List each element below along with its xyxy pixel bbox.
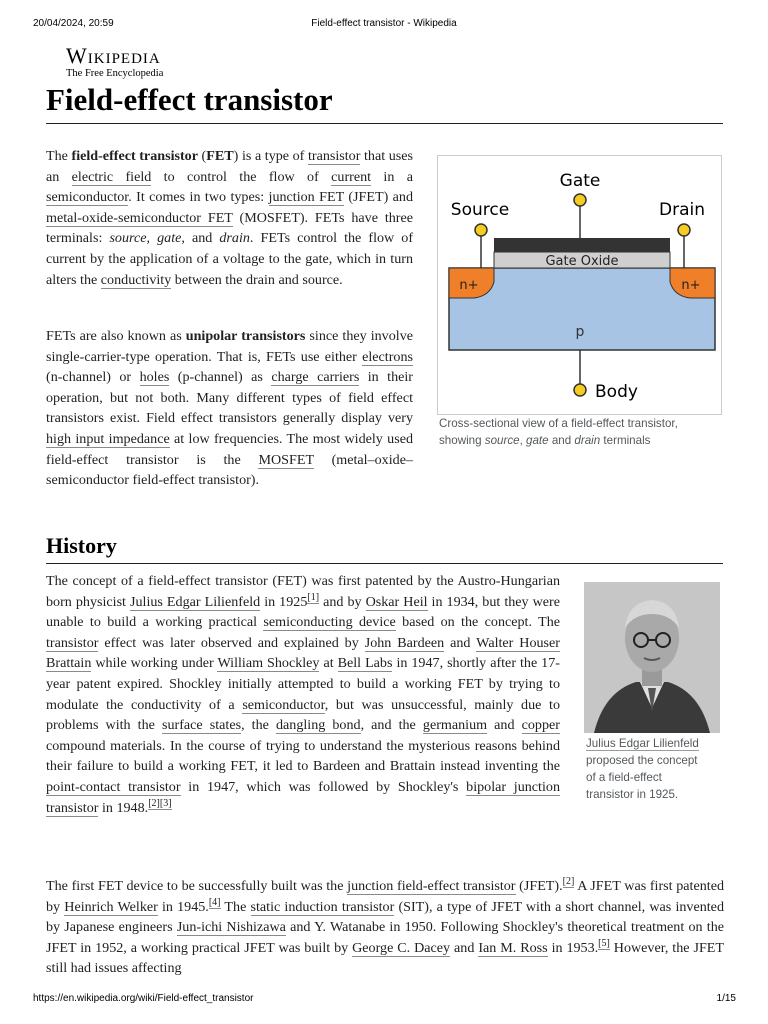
citation-3[interactable]: [3] [159, 797, 172, 809]
link-electrons[interactable]: electrons [362, 348, 413, 365]
link-conductivity[interactable]: conductivity [100, 271, 172, 288]
link-heinrich-welker[interactable]: Heinrich Welker [64, 898, 158, 915]
link-current[interactable]: current [331, 168, 372, 185]
lilienfeld-caption: Julius Edgar Lilienfeld proposed the concept of a field-effect transistor in 1925. [586, 737, 699, 801]
body-label: Body [595, 382, 638, 402]
logo-wordmark: Wikipedia [66, 43, 161, 68]
link-oskar-heil[interactable]: Oskar Heil [365, 593, 428, 610]
intro-paragraph-2: FETs are also known as unipolar transistors since they involve single-carrier-type operation. That is, FETs use either electrons (n-channel) or holes (p-channel) as charge carriers in their operation, but not both. Many different types of field effect transistors exist. Field effect transistors generally display very high input impedance at low frequencies. The most widely used field-effect transistor is the MOSFET (metal–oxide–semiconductor field-effect transistor). [46, 328, 413, 489]
citation-5[interactable]: [5] [598, 938, 610, 950]
source-label: Source [450, 200, 510, 220]
link-bipolar-junction-transistor[interactable]: bipolar junction transistor [46, 778, 560, 816]
link-john-bardeen[interactable]: John Bardeen [364, 634, 445, 651]
link-semiconducting-device[interactable]: semiconducting device [263, 614, 396, 631]
fet-diagram-figure[interactable] [437, 155, 722, 415]
link-jfet[interactable]: junction field-effect transistor [347, 878, 516, 894]
fet-diagram-caption: Cross-sectional view of a field-effect transistor, showing source, gate and drain terminals [439, 417, 678, 447]
body-terminal [574, 384, 586, 396]
portrait-image [584, 582, 720, 733]
link-semiconductor[interactable]: semiconductor [46, 189, 129, 206]
print-title: Field-effect transistor - Wikipedia [311, 18, 457, 29]
gate-label: Gate [559, 171, 601, 191]
citation-1[interactable]: [1] [307, 591, 320, 603]
n-plus-left-label: n+ [459, 278, 479, 293]
link-lilienfeld[interactable]: Julius Edgar Lilienfeld [130, 593, 261, 610]
link-george-dacey[interactable]: George C. Dacey [352, 939, 451, 956]
link-germanium[interactable]: germanium [422, 717, 488, 734]
link-transistor[interactable]: transistor [307, 148, 361, 164]
print-datetime: 20/04/2024, 20:59 [33, 18, 114, 29]
history-divider [46, 563, 723, 564]
bold-term: FET [206, 148, 234, 164]
gate-oxide-label: Gate Oxide [545, 254, 619, 269]
gate-terminal [574, 194, 586, 206]
bold-term: unipolar transistors [185, 328, 306, 344]
drain-terminal [678, 224, 690, 236]
link-nishizawa[interactable]: Jun-ichi Nishizawa [176, 919, 286, 936]
link-transistor-2[interactable]: transistor [46, 634, 99, 651]
link-point-contact-transistor[interactable]: point-contact transistor [46, 778, 181, 795]
history-paragraph-2: The first FET device to be successfully built was the junction field-effect transistor (JFET).[2] A JFET was first patented by Heinrich Welker in 1945.[4] The static induction transistor (SIT), a type of JFET with a short channel, was invented by Japanese engineers Jun-ichi Nishizawa and Y. Watanabe in 1950. Following Shockley's theoretical treatment on the JFET in 1952, a working practical JFET was built by George C. Dacey and Ian M. Ross in 1953.[5] However, the JFET still had issues affecting [46, 876, 724, 977]
link-junction-fet[interactable]: junction FET [268, 189, 344, 206]
gate-metal [494, 238, 670, 252]
link-static-induction-transistor[interactable]: static induction transistor [250, 898, 395, 915]
link-ian-ross[interactable]: Ian M. Ross [478, 939, 548, 956]
page-title: Field-effect transistor [46, 82, 333, 117]
link-dangling-bond[interactable]: dangling bond [275, 717, 361, 734]
link-electric-field[interactable]: electric field [71, 168, 152, 185]
link-shockley[interactable]: William Shockley [217, 655, 320, 672]
citation-2[interactable]: [2] [148, 797, 160, 809]
print-page-number: 1/15 [716, 993, 736, 1004]
drain-label: Drain [659, 200, 705, 220]
citation-4[interactable]: [4] [208, 896, 221, 908]
link-brattain[interactable]: Walter Houser Brattain [46, 634, 560, 672]
link-mosfet-2[interactable]: MOSFET [258, 451, 314, 468]
link-surface-states[interactable]: surface states [161, 717, 242, 734]
history-heading: History [46, 533, 117, 558]
logo-tagline: The Free Encyclopedia [66, 68, 164, 79]
history-paragraph-1: The concept of a field-effect transistor (FET) was first patented by the Austro-Hungarian born physicist Julius Edgar Lilienfeld in 1925[1] and by Oskar Heil in 1934, but they were unable to build a working practical semiconducting device based on the concept. The transistor effect was later observed and explained by John Bardeen and Walter Houser Brattain while working under William Shockley at Bell Labs in 1947, shortly after the 17-year patent expired. Shockley initially attempted to build a working FET by trying to modulate the conductivity of a semiconductor, but was unsuccessful, mainly due to problems with the surface states, the dangling bond, and the germanium and copper compound materials. In the course of trying to understand the mysterious reasons behind their failure to build a working FET, it led to Bardeen and Brattain instead inventing the point-contact transistor in 1947, which was followed by Shockley's bipolar junction transistor in 1948.[2][3] [46, 573, 561, 816]
lilienfeld-photo[interactable] [584, 582, 720, 733]
link-high-input-impedance[interactable]: high input impedance [46, 430, 170, 447]
intro-paragraph-1: The field-effect transistor (FET) is a type of transistor that uses an electric field to control the flow of current in a semiconductor. It comes in two types: junction FET (JFET) and metal-oxide-semiconductor FET (MOSFET). FETs have three terminals: source, gate, and drain. FETs control the flow of current by the application of a voltage to the gate, which in turn alters the conductivity between the drain and source. [46, 148, 414, 288]
n-plus-right-label: n+ [681, 278, 701, 293]
link-bell-labs[interactable]: Bell Labs [337, 655, 393, 672]
link-copper[interactable]: copper [521, 717, 560, 734]
title-divider [46, 123, 723, 124]
link-semiconductor-2[interactable]: semiconductor [242, 696, 325, 713]
print-url: https://en.wikipedia.org/wiki/Field-effect_transistor [33, 993, 254, 1004]
wikipedia-logo[interactable] [66, 44, 163, 80]
link-lilienfeld-caption[interactable]: Julius Edgar Lilienfeld [586, 737, 699, 750]
citation-2b[interactable]: [2] [562, 876, 575, 888]
source-terminal [475, 224, 487, 236]
p-label: p [575, 324, 585, 340]
link-holes[interactable]: holes [139, 369, 170, 386]
fet-cross-section-diagram [438, 156, 721, 414]
link-charge-carriers[interactable]: charge carriers [271, 369, 360, 386]
link-mosfet[interactable]: metal-oxide-semiconductor FET [46, 209, 233, 226]
bold-term: field-effect transistor [71, 148, 198, 164]
